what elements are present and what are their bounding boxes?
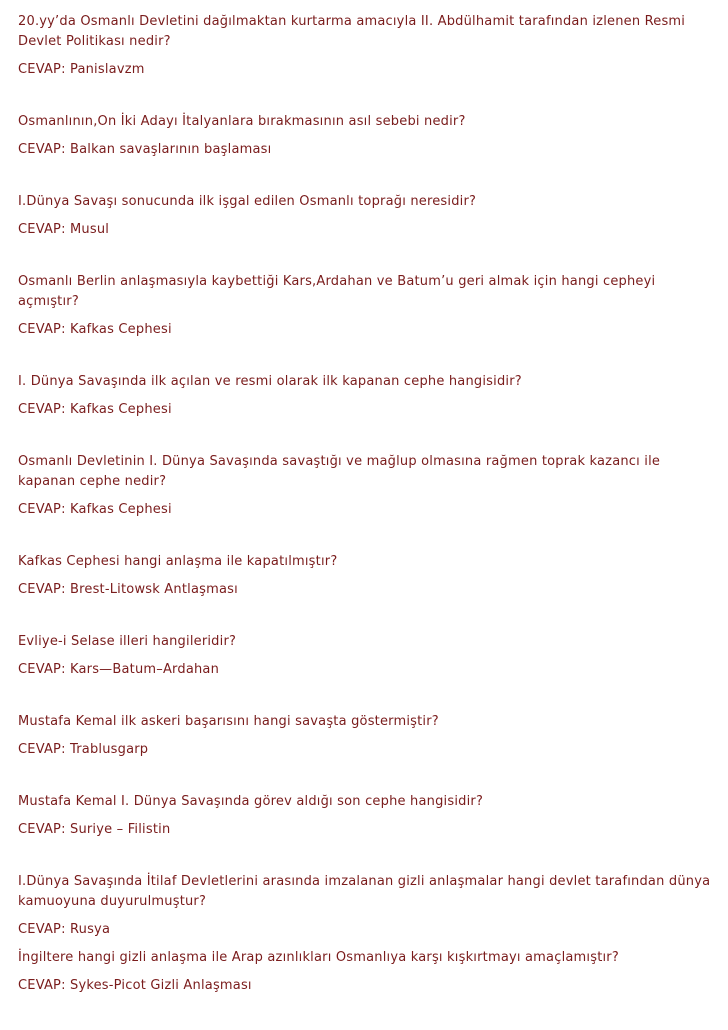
- qa-item: [18, 632, 718, 680]
- answer-text: CEVAP: Brest-Litowsk Antlaşması: [18, 582, 238, 597]
- answer-text: CEVAP: Rusya: [18, 922, 111, 937]
- qa-item: [18, 192, 718, 240]
- qa-item: [18, 272, 718, 340]
- qa-item: [18, 452, 718, 520]
- question-text: Mustafa Kemal I. Dünya Savaşında görev aldığı son cephe hangisidir?: [18, 794, 484, 809]
- answer-text: CEVAP: Balkan savaşlarının başlaması: [18, 142, 272, 157]
- question-text: I. Dünya Savaşında ilk açılan ve resmi olarak ilk kapanan cephe hangisidir?: [18, 374, 522, 389]
- qa-item: [18, 552, 718, 600]
- question-text: I.Dünya Savaşında İtilaf Devletlerini arasında imzalanan gizli anlaşmalar hangi devlet tarafından dünya kamuoyuna duyurulmuştur?: [18, 874, 711, 909]
- question-text: Kafkas Cephesi hangi anlaşma ile kapatılmıştır?: [18, 554, 338, 569]
- answer-text: CEVAP: Trablusgarp: [18, 742, 149, 757]
- question-text: Evliye-i Selase illeri hangileridir?: [18, 634, 237, 649]
- answer-text: CEVAP: Kafkas Cephesi: [18, 322, 172, 337]
- qa-item: [18, 792, 718, 840]
- answer-text: CEVAP: Suriye – Filistin: [18, 822, 171, 837]
- answer-text: CEVAP: Sykes-Picot Gizli Anlaşması: [18, 978, 252, 993]
- question-text: 20.yy’da Osmanlı Devletini dağılmaktan kurtarma amacıyla II. Abdülhamit tarafından izlenen Resmi Devlet Politikası nedir?: [18, 14, 686, 49]
- question-text: İngiltere hangi gizli anlaşma ile Arap azınlıkları Osmanlıya karşı kışkırtmayı amaçlamıştır?: [18, 950, 619, 965]
- qa-item: [18, 712, 718, 760]
- question-text: I.Dünya Savaşı sonucunda ilk işgal edilen Osmanlı toprağı neresidir?: [18, 194, 477, 209]
- question-text: Osmanlının,On İki Adayı İtalyanlara bırakmasının asıl sebebi nedir?: [18, 114, 466, 129]
- question-text: Osmanlı Berlin anlaşmasıyla kaybettiği Kars,Ardahan ve Batum’u geri almak için hangi cepheyi açmıştır?: [18, 274, 656, 309]
- qa-item: [18, 372, 718, 420]
- qa-item: [18, 948, 718, 996]
- qa-item: [18, 872, 718, 940]
- answer-text: CEVAP: Panislavzm: [18, 62, 145, 77]
- answer-text: CEVAP: Kafkas Cephesi: [18, 402, 172, 417]
- question-text: Mustafa Kemal ilk askeri başarısını hangi savaşta göstermiştir?: [18, 714, 439, 729]
- answer-text: CEVAP: Musul: [18, 222, 110, 237]
- answer-text: CEVAP: Kafkas Cephesi: [18, 502, 172, 517]
- question-text: Osmanlı Devletinin I. Dünya Savaşında savaştığı ve mağlup olmasına rağmen toprak kazancı ile kapanan cephe nedir?: [18, 454, 661, 489]
- qa-item: [18, 112, 718, 160]
- qa-item: [18, 12, 718, 80]
- quiz-document: [18, 12, 718, 996]
- answer-text: CEVAP: Kars—Batum–Ardahan: [18, 662, 220, 677]
